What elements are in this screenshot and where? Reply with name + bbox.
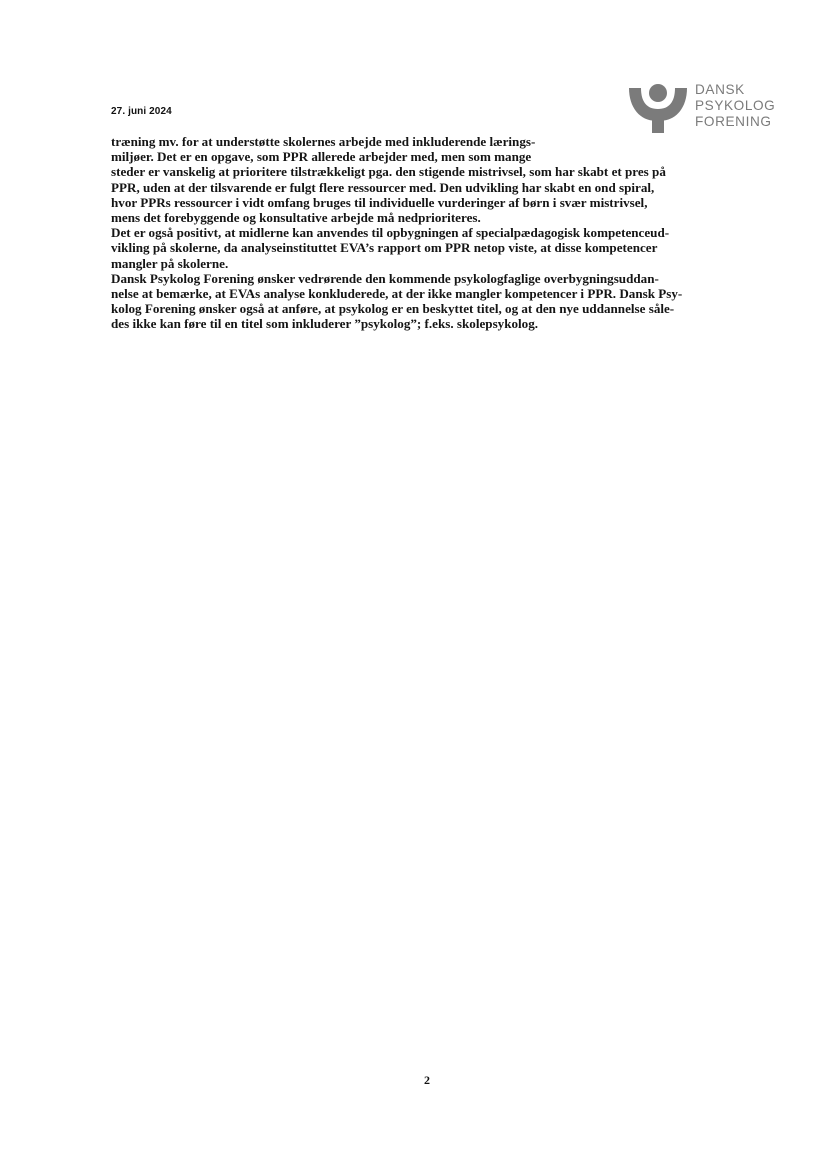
psi-symbol-icon (628, 82, 692, 134)
body-line: PPR, uden at der tilsvarende er fulgt flere ressourcer med. Den udvikling har skabt en ond spiral, (111, 179, 655, 195)
organization-logo (628, 82, 798, 138)
logo-line-2: PSYKOLOG (695, 98, 776, 113)
body-line: hvor PPRs ressourcer i vidt omfang bruges til individuelle vurderinger af børn i svær mistrivsel, (111, 194, 648, 210)
body-line: Det er også positivt, at midlerne kan anvendes til opbygningen af specialpædagogisk kompetenceud- (111, 225, 670, 241)
body-line: mens det forebyggende og konsultative arbejde må nedprioriteres. (111, 210, 481, 226)
body-line: miljøer. Det er en opgave, som PPR allerede arbejder med, men som mange (111, 149, 532, 165)
body-line: kolog Forening ønsker også at anføre, at psykolog er en beskyttet titel, og at den nye uddannelse såle- (111, 301, 675, 317)
letter-body (111, 134, 761, 332)
body-line: vikling på skolerne, da analyseinstituttet EVA’s rapport om PPR netop viste, at disse kompetencer (111, 240, 658, 256)
page-number: 2 (424, 1073, 430, 1087)
body-line: steder er vanskelig at prioritere tilstrækkeligt pga. den stigende mistrivsel, som har skabt et pres på (111, 164, 666, 180)
logo-line-1: DANSK (695, 82, 745, 97)
body-line: træning mv. for at understøtte skolernes arbejde med inkluderende lærings- (111, 134, 536, 149)
logo-wordmark (695, 82, 775, 130)
body-line: des ikke kan føre til en titel som inkluderer ”psykolog”; f.eks. skolepsykolog. (111, 316, 539, 332)
body-line: Dansk Psykolog Forening ønsker vedrørende den kommende psykologfaglige overbygningsuddan- (111, 270, 659, 286)
logo-line-3: FORENING (695, 114, 772, 129)
body-line: mangler på skolerne. (111, 255, 229, 271)
document-date: 27. juni 2024 (111, 106, 172, 117)
body-line: nelse at bemærke, at EVAs analyse konkluderede, at der ikke mangler kompetencer i PPR. Dansk Psy- (111, 286, 683, 302)
